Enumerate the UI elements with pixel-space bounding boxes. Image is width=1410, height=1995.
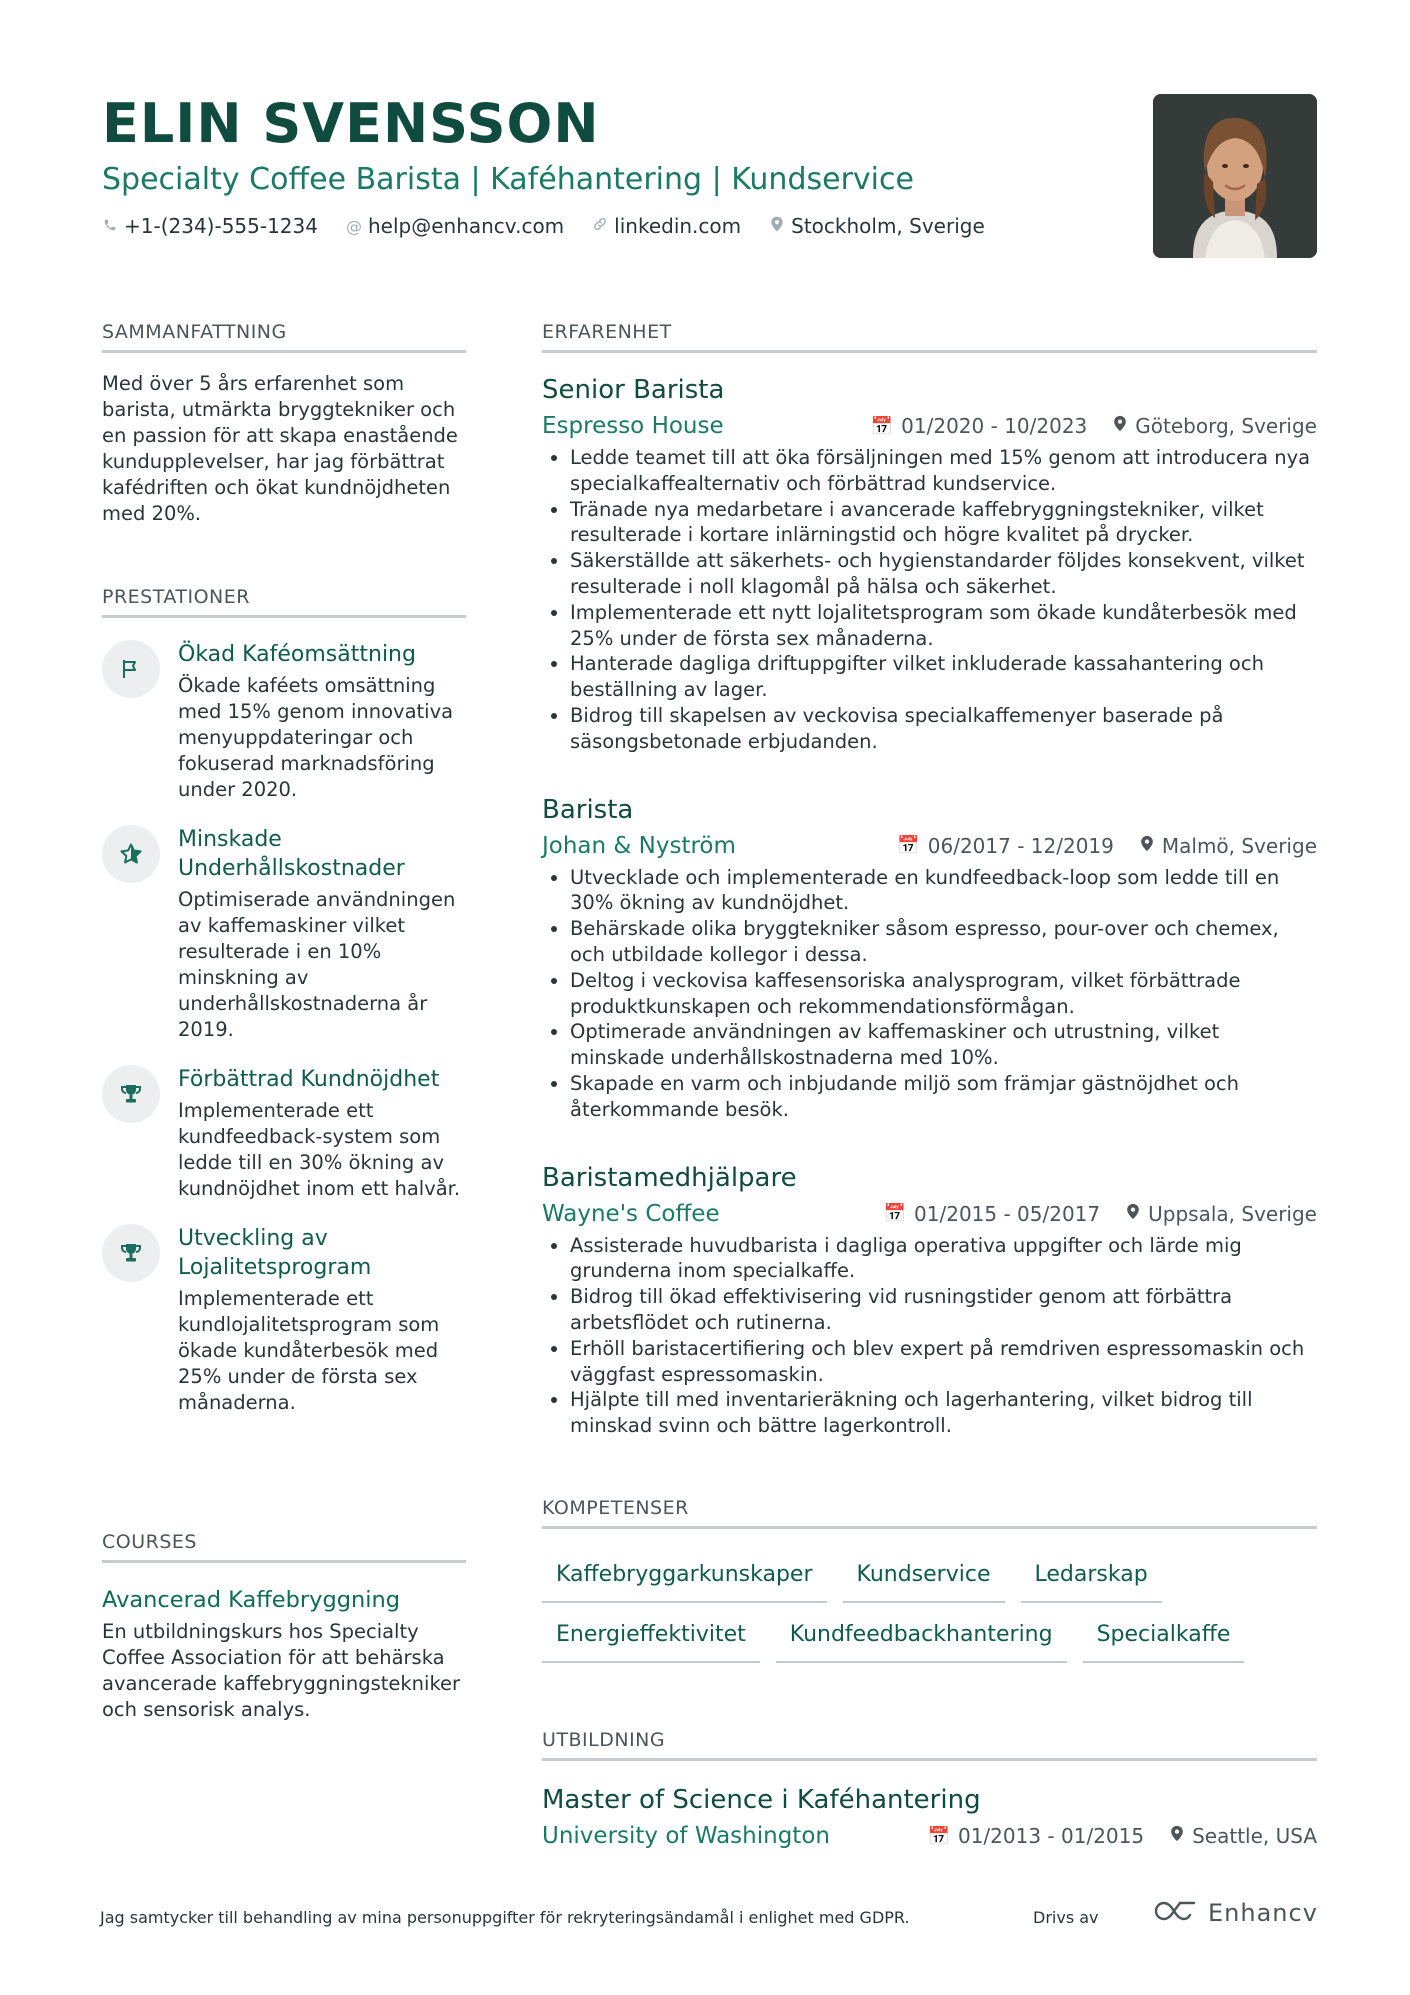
candidate-headline: Specialty Coffee Barista | Kaféhantering | Kundservice — [102, 162, 914, 197]
calendar-icon: 📅 — [883, 1203, 907, 1225]
skill-tag: Specialkaffe — [1083, 1611, 1245, 1663]
achievements-section — [102, 585, 466, 1416]
skill-tag: Ledarskap — [1021, 1551, 1162, 1603]
calendar-icon: 📅 — [927, 1825, 950, 1847]
job-title: Baristamedhjälpare — [542, 1162, 797, 1193]
location-pin-icon — [1113, 415, 1127, 437]
bullet-item: • Behärskade olika bryggtekniker såsom espresso, pour-over och chemex, och utbildade kollegor i dessa. — [570, 916, 1317, 968]
achievement-text: Optimiserade användningen av kaffemaskiner vilket resulterade i en 10% minskning av underhållskostnaderna år 2019. — [178, 888, 456, 1041]
skills-section — [542, 1496, 1317, 1663]
flag-icon — [102, 640, 160, 698]
contact-location — [769, 214, 985, 238]
job-dates: 01/2015 - 05/2017 — [914, 1201, 1101, 1226]
left-column — [102, 320, 466, 1416]
contact-email-text: help@enhancv.com — [367, 214, 565, 238]
job-entry — [542, 373, 1317, 755]
job-bullets — [542, 445, 1317, 755]
profile-photo — [1153, 94, 1317, 258]
gdpr-consent: Jag samtycker till behandling av mina personuppgifter för rekryteringsändamål i enlighet med GDPR. — [100, 1908, 910, 1927]
bullet-item: • Optimerade användningen av kaffemaskiner och utrustning, vilket minskade underhållskostnaderna med 10%. — [570, 1019, 1317, 1071]
calendar-icon: 📅 — [870, 415, 894, 437]
summary-heading: SAMMANFATTNING — [102, 320, 466, 353]
bullet-item: • Bidrog till ökad effektivisering vid rusningstider genom att förbättra arbetsflödet och rutinerna. — [570, 1284, 1317, 1336]
contact-phone[interactable] — [102, 214, 318, 238]
education-location: Seattle, USA — [1192, 1824, 1317, 1848]
job-dates: 06/2017 - 12/2019 — [927, 833, 1114, 858]
summary-section — [102, 320, 466, 527]
experience-section — [542, 320, 1317, 1439]
achievement-title: Utveckling av Lojalitetsprogram — [178, 1226, 372, 1280]
trophy-icon — [102, 1065, 160, 1123]
phone-icon — [102, 217, 118, 236]
location-pin-icon — [1170, 1825, 1184, 1847]
bullet-item: • Tränade nya medarbetare i avancerade kaffebryggningstekniker, vilket resulterade i kortare inlärningstid och högre kvalitet på drycker. — [570, 497, 1317, 549]
company-name: Wayne's Coffee — [542, 1200, 720, 1227]
job-title: Senior Barista — [542, 375, 725, 405]
skills-heading: KOMPETENSER — [542, 1496, 1317, 1529]
contact-location-text: Stockholm, Sverige — [791, 214, 985, 238]
course-title: Avancerad Kaffebryggning — [102, 1587, 401, 1613]
bullet-item: • Bidrog till skapelsen av veckovisa specialkaffemenyer baserade på säsongsbetonade erbjudanden. — [570, 703, 1317, 755]
link-icon — [592, 216, 608, 236]
calendar-icon: 📅 — [897, 835, 920, 857]
education-heading: UTBILDNING — [542, 1728, 1317, 1761]
skill-tag: Kundfeedbackhantering — [776, 1611, 1067, 1663]
location-pin-icon — [769, 216, 785, 236]
achievement-item — [102, 1224, 466, 1416]
achievement-item — [102, 640, 466, 803]
at-icon: @ — [345, 216, 362, 236]
achievement-title: Minskade Underhållskostnader — [178, 827, 405, 881]
achievement-title: Ökad Kaféomsättning — [178, 642, 416, 667]
job-location: Malmö, Sverige — [1161, 833, 1317, 858]
job-bullets — [542, 1233, 1317, 1439]
enhancv-brand-name: Enhancv — [1208, 1899, 1318, 1927]
job-title: Barista — [542, 794, 634, 825]
contact-row — [102, 214, 1102, 238]
bullet-item: • Deltog i veckovisa kaffesensoriska analysprogram, vilket förbättrade produktkunskapen och rekommendationsförmågan. — [570, 968, 1317, 1020]
job-location: Uppsala, Sverige — [1148, 1201, 1317, 1226]
skill-tag: Kaffebryggarkunskaper — [542, 1551, 827, 1603]
bullet-item: • Assisterade huvudbarista i dagliga operativa uppgifter och lärde mig grunderna inom specialkaffe. — [570, 1233, 1317, 1285]
bullet-item: • Utvecklade och implementerade en kundfeedback-loop som ledde till en 30% ökning av kundnöjdhet. — [570, 865, 1317, 917]
school-name: University of Washington — [542, 1823, 830, 1849]
powered-by-label: Drivs av — [1033, 1908, 1099, 1927]
degree-title: Master of Science i Kaféhantering — [542, 1785, 981, 1815]
job-dates: 01/2020 - 10/2023 — [901, 414, 1088, 438]
candidate-name: ELIN SVENSSON — [102, 92, 600, 155]
education-section — [542, 1728, 1317, 1851]
education-dates: 01/2013 - 01/2015 — [957, 1824, 1145, 1848]
contact-phone-text: +1-(234)-555-1234 — [124, 214, 318, 238]
experience-heading: ERFARENHET — [542, 320, 1317, 353]
job-entry — [542, 793, 1317, 1123]
contact-linkedin[interactable] — [592, 214, 741, 238]
achievements-heading: PRESTATIONER — [102, 585, 466, 618]
skill-tags — [542, 1543, 1317, 1663]
achievement-item — [102, 1065, 466, 1202]
star-icon — [102, 825, 160, 883]
summary-text: Med över 5 års erfarenhet som barista, utmärkta bryggtekniker och en passion för att skapa enastående kundupplevelser, har jag förbättrat kafédriften och ökat kundnöjdheten med 20%. — [102, 372, 458, 525]
bullet-item: • Hanterade dagliga driftuppgifter vilket inkluderade kassahantering och beställning av lager. — [570, 651, 1317, 703]
contact-linkedin-text: linkedin.com — [614, 214, 742, 238]
bullet-item: • Säkerställde att säkerhets- och hygienstandarder följdes konsekvent, vilket resulterade i noll klagomål på hälsa och säkerhet. — [570, 548, 1317, 600]
course-description: En utbildningskurs hos Specialty Coffee Association för att behärska avancerade kaffebryggningstekniker och sensorisk analys. — [102, 1620, 461, 1721]
bullet-item: • Implementerade ett nytt lojalitetsprogram som ökade kundåterbesök med 25% under de första sex månaderna. — [570, 600, 1317, 652]
skill-tag: Kundservice — [843, 1551, 1005, 1603]
trophy-icon — [102, 1224, 160, 1282]
bullet-item: • Hjälpte till med inventarieräkning och lagerhantering, vilket bidrog till minskad svinn och bättre lagerkontroll. — [570, 1387, 1317, 1439]
achievement-text: Ökade kaféets omsättning med 15% genom innovativa menyuppdateringar och fokuserad marknadsföring under 2020. — [178, 674, 454, 801]
achievement-text: Implementerade ett kundlojalitetsprogram som ökade kundåterbesök med 25% under de första sex månaderna. — [178, 1287, 440, 1414]
job-entry — [542, 1161, 1317, 1439]
bullet-item: • Erhöll baristacertifiering och blev expert på remdriven espressomaskin och väggfast espressomaskin. — [570, 1336, 1317, 1388]
contact-email[interactable] — [346, 214, 564, 238]
bullet-item: • Skapade en varm och inbjudande miljö som främjar gästnöjdhet och återkommande besök. — [570, 1071, 1317, 1123]
enhancv-logo-icon — [1152, 1898, 1198, 1928]
resume-header — [102, 92, 1102, 238]
skill-tag: Energieffektivitet — [542, 1611, 760, 1663]
achievement-item — [102, 825, 466, 1043]
location-pin-icon — [1126, 1203, 1140, 1225]
bullet-item: • Ledde teamet till att öka försäljningen med 15% genom att introducera nya specialkaffealternativ och förbättrad kundservice. — [570, 445, 1317, 497]
achievement-text: Implementerade ett kundfeedback-system som ledde till en 30% ökning av kundnöjdhet inom ett halvår. — [178, 1099, 461, 1200]
job-bullets — [542, 865, 1317, 1123]
courses-section — [102, 1530, 466, 1723]
enhancv-logo[interactable] — [1152, 1898, 1318, 1928]
company-name: Espresso House — [542, 413, 724, 439]
achievement-title: Förbättrad Kundnöjdhet — [178, 1067, 440, 1092]
courses-heading: COURSES — [102, 1530, 466, 1563]
location-pin-icon — [1140, 835, 1154, 857]
company-name: Johan & Nyström — [542, 832, 736, 859]
job-location: Göteborg, Sverige — [1135, 414, 1317, 438]
